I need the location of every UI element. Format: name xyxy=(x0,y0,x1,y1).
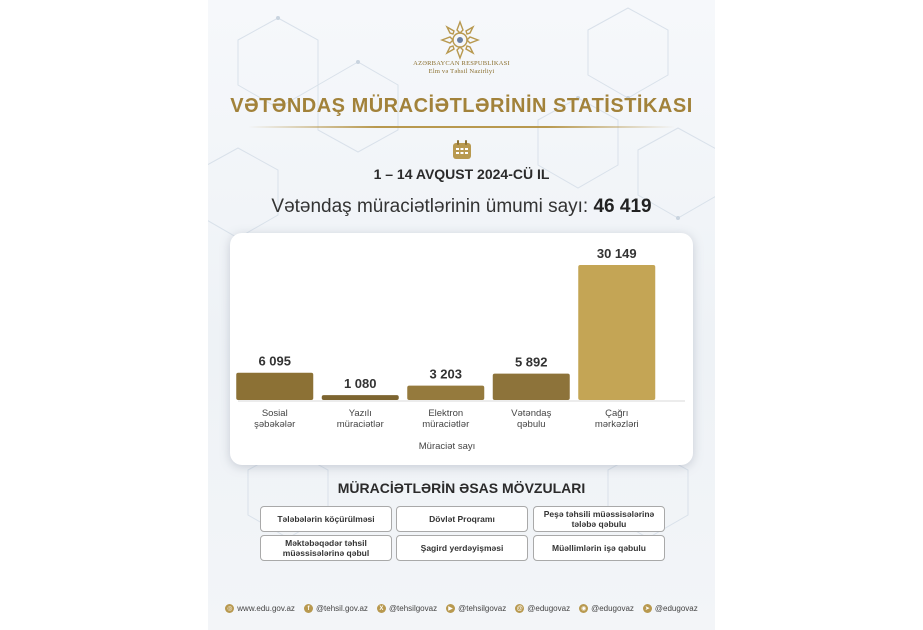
topic-label: tələbə qəbulu xyxy=(571,519,627,529)
chart-value-label: 30 149 xyxy=(596,246,637,261)
footer-link[interactable] xyxy=(377,604,437,613)
ministry-line-2: Elm və Təhsil Nazirliyi xyxy=(428,68,495,75)
facebook-icon: f xyxy=(304,604,313,613)
footer-link-text: www.edu.gov.az xyxy=(237,604,295,613)
topic-label: Peşə təhsili müəssisələrinə xyxy=(543,509,655,519)
total-requests xyxy=(208,196,715,218)
chart-value-label: 5 892 xyxy=(514,354,548,370)
poster xyxy=(208,0,715,630)
chart-category-label: qəbulu xyxy=(516,419,546,430)
calendar-icon xyxy=(452,140,472,160)
period-label: 1 – 14 AVQUST 2024-CÜ IL xyxy=(373,166,550,182)
bar-chart xyxy=(230,233,693,465)
chart-bar xyxy=(236,373,313,400)
topic-box xyxy=(260,506,392,532)
footer-link[interactable] xyxy=(643,604,698,613)
youtube-icon: ▶ xyxy=(446,604,455,613)
topic-box xyxy=(396,506,528,532)
topic-box xyxy=(533,535,665,561)
topic-label: Şagird yerdəyişməsi xyxy=(420,543,504,553)
chart-category-label: şəbəkələr xyxy=(254,419,296,430)
footer-link-text: @edugovaz xyxy=(591,604,634,613)
footer-link[interactable] xyxy=(225,604,295,613)
emblem-icon xyxy=(440,20,480,60)
chart-value-label: 1 080 xyxy=(343,376,377,392)
chart-value-label: 6 095 xyxy=(258,353,292,369)
chart-category-label: Elektron xyxy=(428,408,464,419)
chart-x-axis-label: Müraciət sayı xyxy=(418,441,476,452)
chart-bar xyxy=(493,374,570,400)
chart-category-label: Vətəndaş xyxy=(511,408,552,419)
chart-category-label: müraciətlər xyxy=(336,419,384,430)
chart-category-label: müraciətlər xyxy=(422,419,470,430)
total-value: 46 419 xyxy=(593,196,652,217)
footer-link[interactable] xyxy=(304,604,368,613)
threads-icon: @ xyxy=(516,605,523,612)
topic-box xyxy=(396,535,528,561)
footer-link-text: @edugovaz xyxy=(654,604,698,613)
footer-link[interactable] xyxy=(446,604,506,613)
ministry-name xyxy=(408,60,515,76)
page-title: VƏTƏNDAŞ MÜRACİƏTLƏRİNİN STATİSTİKASI xyxy=(230,95,693,117)
chart-category-label: mərkəzləri xyxy=(594,419,639,430)
chart-category-label: Sosial xyxy=(261,408,288,419)
topic-label: müəssisələrinə qəbul xyxy=(282,548,370,558)
telegram-icon: ➤ xyxy=(644,606,650,612)
footer xyxy=(208,604,715,613)
footer-link-text: @tehsilgovaz xyxy=(388,604,438,613)
chart-card xyxy=(230,233,693,465)
www-icon: ◎ xyxy=(227,606,233,612)
topic-label: Müəllimlərin işə qəbulu xyxy=(552,543,646,553)
chart-bar xyxy=(407,386,484,400)
footer-link[interactable] xyxy=(515,604,570,613)
x-icon: X xyxy=(377,604,386,613)
chart-bar xyxy=(322,395,399,400)
topic-label: Dövlət Proqramı xyxy=(429,514,495,524)
topic-label: Məktəbəqədər təhsil xyxy=(285,538,367,548)
ministry-line-1: AZƏRBAYCAN RESPUBLİKASI xyxy=(413,60,510,67)
chart-bar xyxy=(578,265,655,400)
footer-link-text: @tehsilgovaz xyxy=(458,604,507,613)
topics-title: MÜRACİƏTLƏRİN ƏSAS MÖVZULARI xyxy=(337,480,586,496)
topic-label: Tələbələrin köçürülməsi xyxy=(277,514,375,524)
instagram-icon: ◉ xyxy=(580,606,587,612)
total-label: Vətəndaş müraciətlərinin ümumi sayı: xyxy=(271,196,589,217)
footer-link[interactable] xyxy=(579,604,634,613)
footer-link-text: @tehsil.gov.az xyxy=(315,604,368,613)
footer-link-text: @edugovaz xyxy=(527,604,571,613)
topic-box xyxy=(533,506,665,532)
chart-value-label: 3 203 xyxy=(429,366,463,382)
chart-category-label: Yazılı xyxy=(348,408,372,419)
chart-category-label: Çağrı xyxy=(605,408,629,419)
topic-box xyxy=(260,535,392,561)
title-divider xyxy=(248,126,675,128)
